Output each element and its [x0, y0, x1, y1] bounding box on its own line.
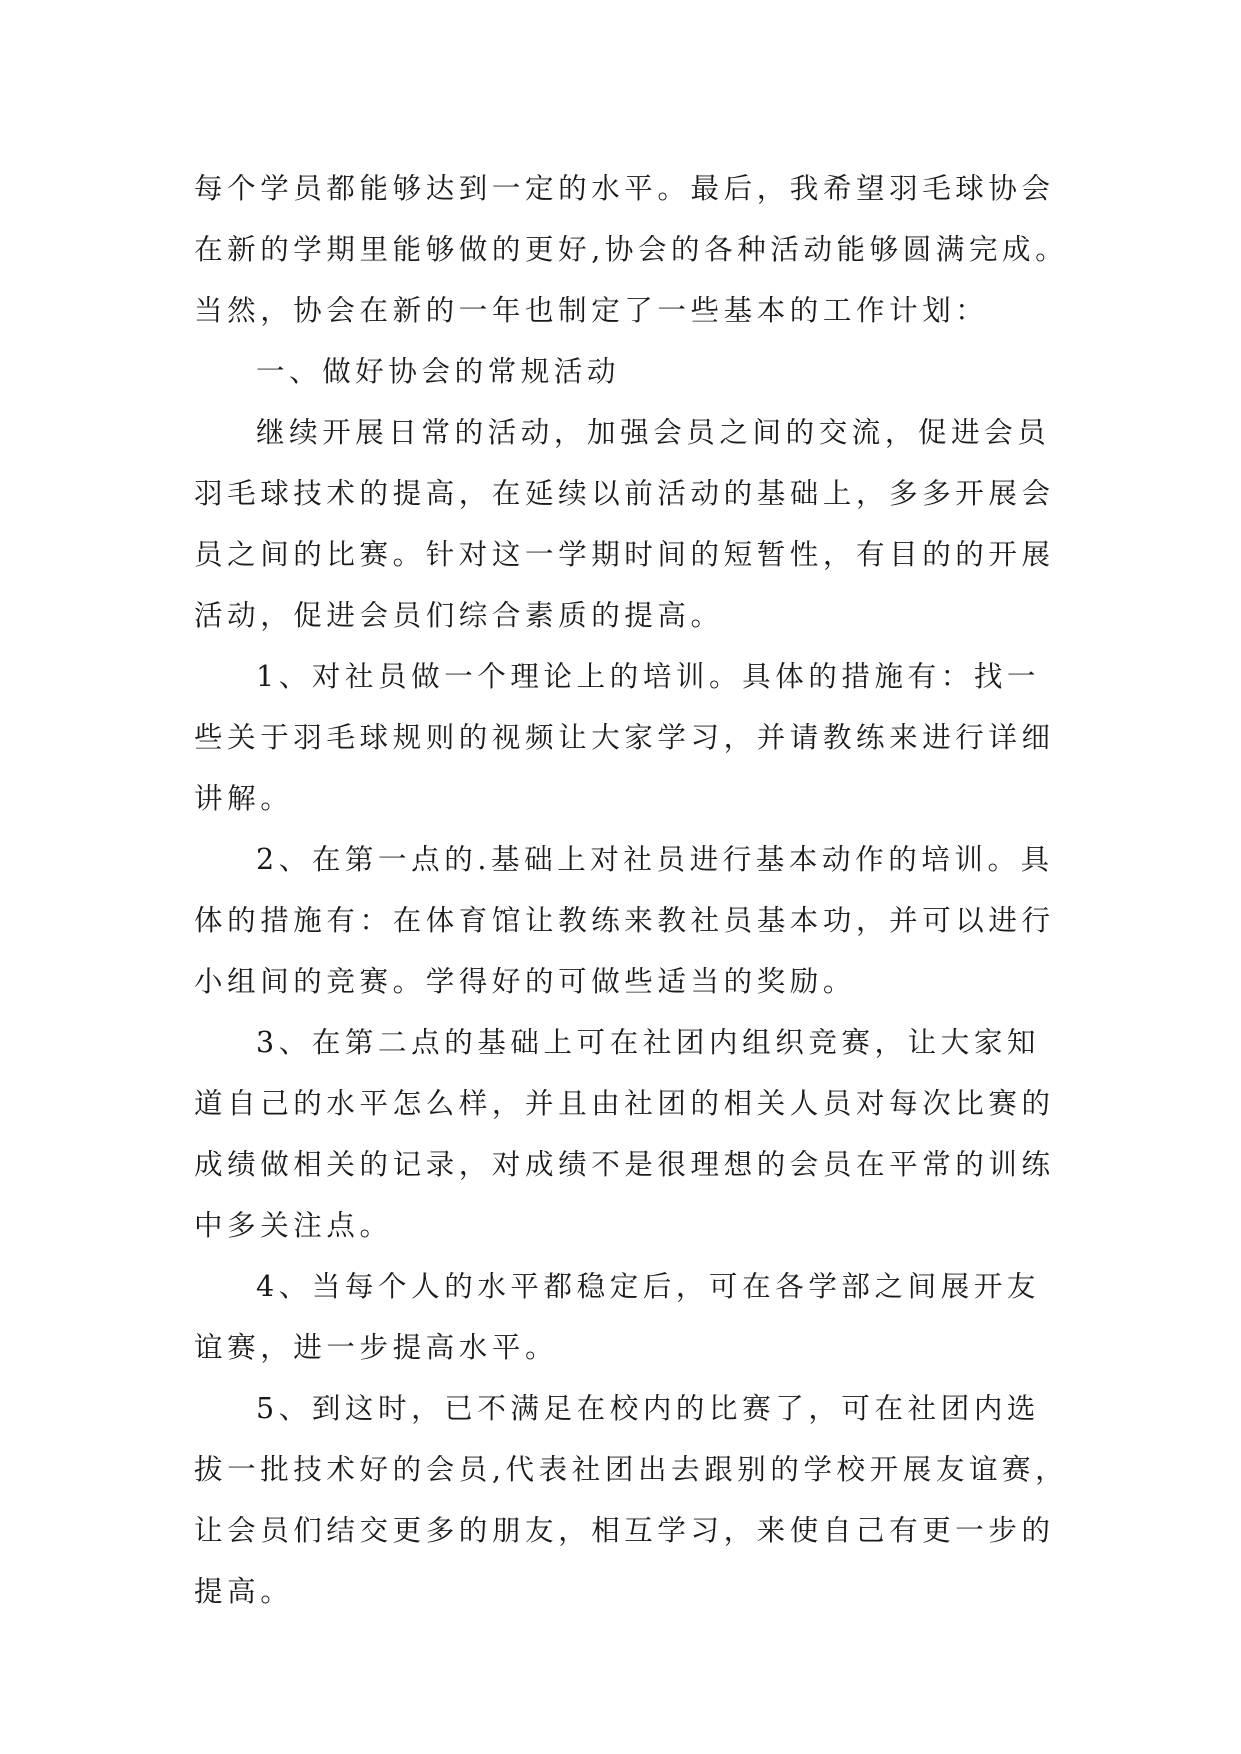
text-line: 讲解。 [194, 782, 294, 815]
text-line: 些关于羽毛球规则的视频让大家学习，并请教练来进行详细 [194, 721, 1055, 754]
list-item-5: 5、到这时，已不满足在校内的比赛了，可在社团内选 [256, 1392, 1041, 1425]
text-line: 拔一批技术好的会员,代表社团出去跟别的学校开展友谊赛， [194, 1453, 1069, 1486]
text-line: 体的措施有：在体育馆让教练来教社员基本功，并可以进行 [194, 904, 1055, 937]
list-item-2: 2、在第一点的.基础上对社员进行基本动作的培训。具 [256, 843, 1054, 876]
text-line: 让会员们结交更多的朋友，相互学习，来使自己有更一步的 [194, 1514, 1055, 1547]
list-item-4: 4、当每个人的水平都稳定后，可在各学部之间展开友 [256, 1270, 1041, 1303]
text-line: 继续开展日常的活动，加强会员之间的交流，促进会员 [256, 416, 1051, 449]
list-item-3: 3、在第二点的基础上可在社团内组织竞赛，让大家知 [256, 1026, 1041, 1059]
text-line: 谊赛，进一步提高水平。 [194, 1331, 559, 1364]
text-line: 中多关注点。 [194, 1209, 393, 1242]
text-line: 成绩做相关的记录，对成绩不是很理想的会员在平常的训练 [194, 1148, 1055, 1181]
text-line: 当然，协会在新的一年也制定了一些基本的工作计划： [194, 294, 989, 327]
text-line: 羽毛球技术的提高，在延续以前活动的基础上，多多开展会 [194, 477, 1055, 510]
text-line: 提高。 [194, 1575, 294, 1608]
text-line: 每个学员都能够达到一定的水平。最后，我希望羽毛球协会 [194, 172, 1055, 205]
text-line: 员之间的比赛。针对这一学期时间的短暂性，有目的的开展 [194, 538, 1055, 571]
text-line: 小组间的竞赛。学得好的可做些适当的奖励。 [194, 965, 857, 998]
list-item-1: 1、对社员做一个理论上的培训。具体的措施有：找一 [256, 660, 1041, 693]
text-line: 活动，促进会员们综合素质的提高。 [194, 599, 724, 632]
text-line: 道自己的水平怎么样，并且由社团的相关人员对每次比赛的 [194, 1087, 1055, 1120]
document-body [194, 158, 1074, 1622]
text-line: 在新的学期里能够做的更好,协会的各种活动能够圆满完成。 [194, 233, 1069, 266]
section-heading: 一、做好协会的常规活动 [256, 355, 621, 388]
